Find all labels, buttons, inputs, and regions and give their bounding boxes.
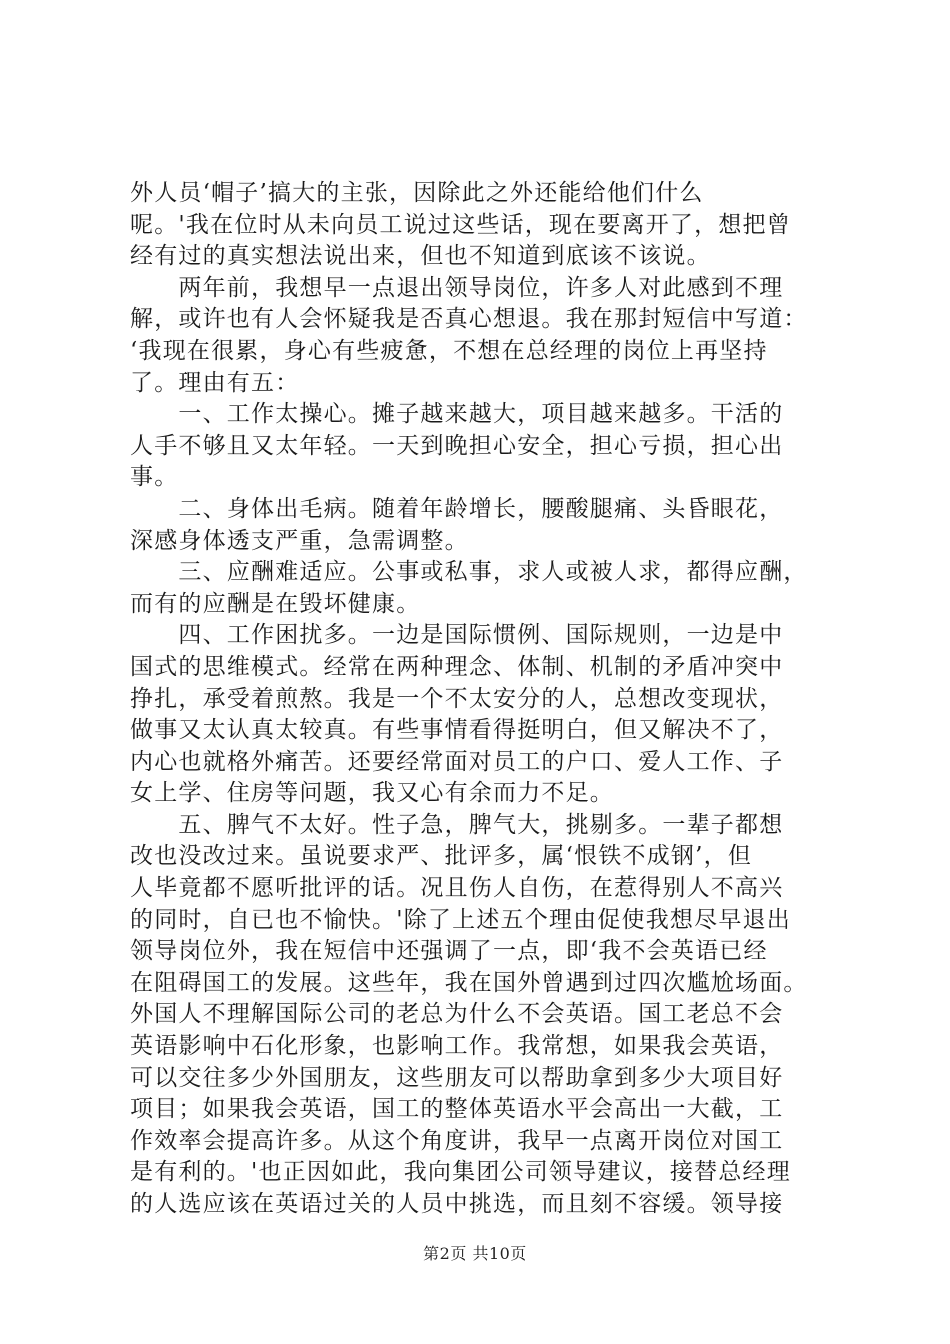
text-line: 改也没改过来。虽说要求严、批评多，属‘恨铁不成钢’，但: [130, 843, 753, 870]
text-line: 深感身体透支严重，急需调整。: [130, 527, 469, 554]
text-line: 解，或许也有人会怀疑我是否真心想退。我在那封短信中写道：: [130, 306, 808, 333]
text-line: 领导岗位外，我在短信中还强调了一点，即‘我不会英语已经: [130, 938, 768, 965]
page-footer: 第2页 共10页: [423, 1244, 527, 1263]
text-line: 国式的思维模式。经常在两种理念、体制、机制的矛盾冲突中: [130, 653, 784, 680]
text-line: 外国人不理解国际公司的老总为什么不会英语。国工老总不会: [130, 1001, 784, 1028]
text-line: 人毕竟都不愿听批评的话。况且伤人自伤，在惹得别人不高兴: [130, 875, 784, 902]
text-line: 两年前，我想早一点退出领导岗位，许多人对此感到不理: [130, 274, 784, 301]
text-line: 的人选应该在英语过关的人员中挑选，而且刻不容缓。领导接: [130, 1191, 784, 1217]
text-line: 一、工作太操心。摊子越来越大，项目越来越多。干活的: [130, 401, 784, 428]
text-line: 可以交往多少外国朋友，这些朋友可以帮助拿到多少大项目好: [130, 1064, 784, 1091]
text-line: 英语影响中石化形象，也影响工作。我常想，如果我会英语，: [130, 1033, 784, 1060]
text-line: 人手不够且又太年轻。一天到晚担心安全，担心亏损，担心出: [130, 432, 784, 459]
text-line: 是有利的。'也正因如此，我向集团公司领导建议，接替总经理: [130, 1159, 791, 1186]
text-line: 五、脾气不太好。性子急，脾气大，挑剔多。一辈子都想: [130, 811, 784, 838]
text-line: 挣扎，承受着煎熬。我是一个不太安分的人，总想改变现状，: [130, 685, 784, 712]
text-line: 二、身体出毛病。随着年龄增长，腰酸腿痛、头昏眼花，: [130, 495, 784, 522]
text-line: 呢。'我在位时从未向员工说过这些话，现在要离开了，想把曾: [130, 211, 791, 238]
text-line: 的同时，自已也不愉快。'除了上述五个理由促使我想尽早退出: [130, 906, 791, 933]
text-line: 在阻碍国工的发展。这些年，我在国外曾遇到过四次尴尬场面。: [130, 969, 808, 996]
text-line: 而有的应酬是在毁坏健康。: [130, 590, 421, 617]
text-line: ‘我现在很累，身心有些疲惫，不想在总经理的岗位上再坚持: [130, 337, 768, 364]
text-line: 事。: [130, 464, 179, 491]
text-line: 了。理由有五：: [130, 369, 300, 396]
text-line: 内心也就格外痛苦。还要经常面对员工的户口、爱人工作、子: [130, 748, 784, 775]
text-line: 女上学、住房等问题，我又心有余而力不足。: [130, 780, 614, 807]
text-line: 经有过的真实想法说出来，但也不知道到底该不该说。: [130, 243, 711, 270]
text-line: 做事又太认真太较真。有些事情看得挺明白，但又解决不了，: [130, 717, 784, 744]
text-line: 作效率会提高许多。从这个角度讲，我早一点离开岗位对国工: [130, 1127, 784, 1154]
document-body: [130, 178, 830, 1221]
text-line: 三、应酬难适应。公事或私事，求人或被人求，都得应酬，: [130, 559, 808, 586]
text-line: 外人员‘帽子’搞大的主张，因除此之外还能给他们什么: [130, 180, 704, 206]
text-line: 项目；如果我会英语，国工的整体英语水平会高出一大截，工: [130, 1096, 784, 1123]
text-line: 四、工作困扰多。一边是国际惯例、国际规则，一边是中: [130, 622, 784, 649]
